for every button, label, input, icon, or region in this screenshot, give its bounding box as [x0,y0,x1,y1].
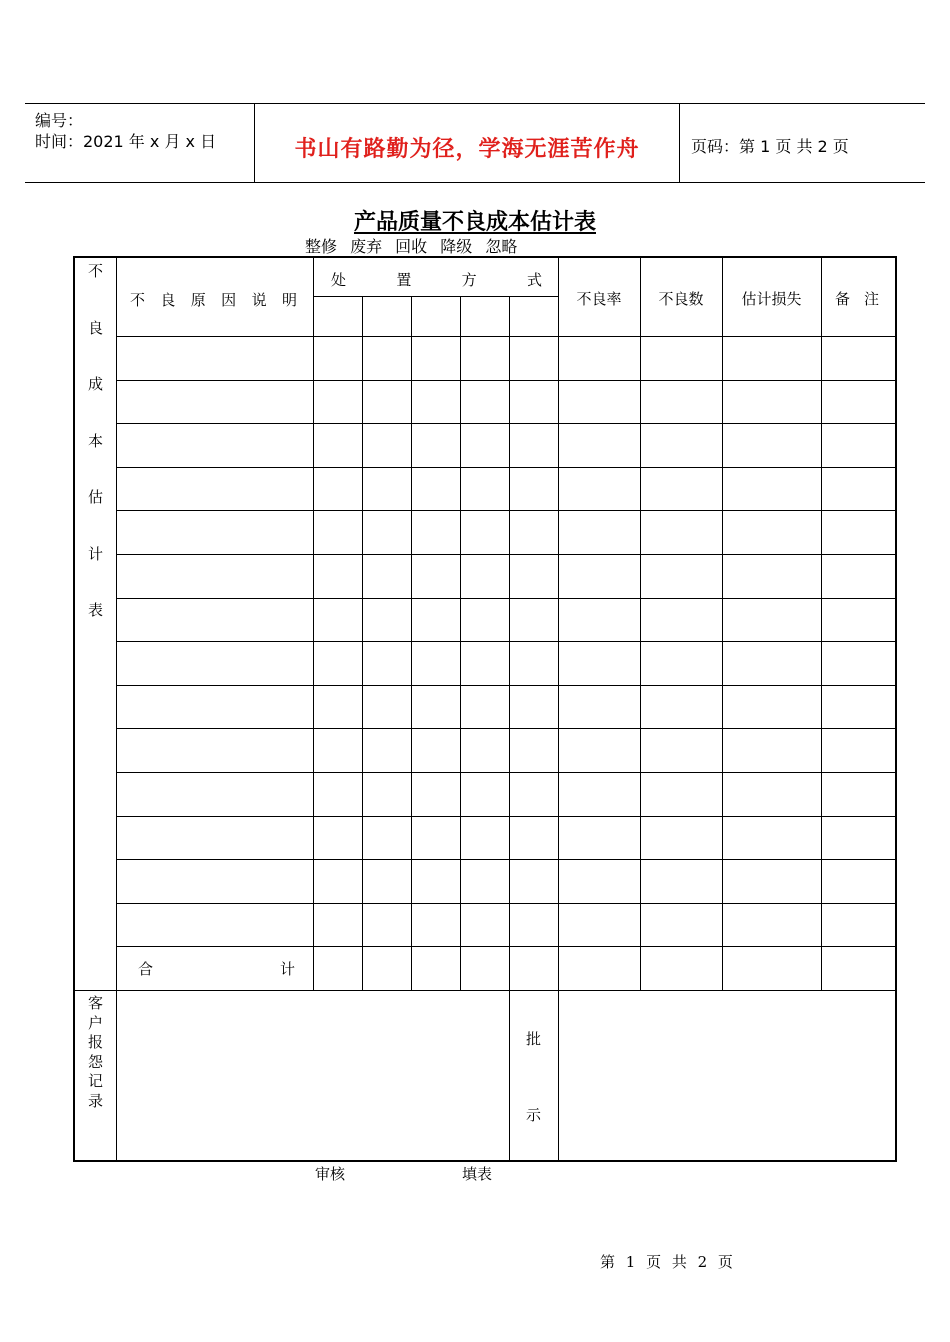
disposal-header-char: 置 [396,271,412,289]
loss-header: 估计损失 [741,290,802,308]
approve-label-char: 批 [526,1030,542,1049]
disposal-header-char: 方 [461,271,477,289]
table-row-line [116,685,895,686]
table-row-line [116,423,895,424]
table-border-right [895,256,897,1162]
disposal-header-char: 处 [331,271,347,289]
cause-header-char: 明 [281,291,297,309]
table-border-left [73,256,75,1160]
form-title-text: 产品质量不良成本估计表 [353,210,596,235]
complaint-label-char: 户 [88,1013,104,1032]
table-row-line [116,467,895,468]
table-row-line [116,510,895,511]
disposal-header-char: 式 [526,271,542,289]
column-line [722,256,723,990]
form-subtitle: 整修 废弃 回收 降级 忽略 [305,237,518,256]
table-row-line [116,598,895,599]
fill-label: 填表 [462,1165,493,1183]
side-label-char: 良 [88,318,104,337]
cause-header-char: 良 [160,291,176,309]
table-border-bottom [73,1160,895,1162]
remark-header-char: 注 [863,290,879,308]
column-line [313,256,314,990]
side-column-line [116,256,117,1160]
total-row-label [138,958,295,979]
total-label-char: 合 [138,960,154,979]
disposal-column-line [509,296,510,990]
side-label-char: 本 [88,431,104,450]
count-header: 不良数 [658,290,704,308]
table-row-line [116,380,895,381]
document-header [25,103,925,183]
table-row-line [116,728,895,729]
side-label-char: 计 [88,544,104,563]
rate-header: 不良率 [576,290,622,308]
table-row-line [116,554,895,555]
complaint-label-char: 录 [88,1091,104,1110]
cause-header-char: 说 [251,291,267,309]
header-bottom-line [116,336,895,337]
side-label-char: 成 [88,375,104,393]
number-label: 编号： [35,111,84,130]
page-footer: 第 1 页 共 2 页 [600,1253,733,1271]
side-label-char: 不 [88,262,104,280]
remark-header-char: 备 [835,290,851,308]
approve-label-char: 示 [526,1106,542,1125]
complaint-label-char: 记 [88,1072,104,1091]
column-line [558,256,559,990]
remark-header [835,288,879,309]
review-label: 审核 [315,1165,346,1183]
cause-header-char: 因 [221,291,237,309]
disposal-column-line [411,296,412,990]
table-border-top [73,256,895,258]
table-row-line [116,641,895,642]
cause-header [130,289,297,310]
column-line [821,256,822,990]
approve-left-line [509,990,510,1160]
form-title [0,205,950,236]
table-row-line [116,772,895,773]
table-row-line [116,816,895,817]
side-label-char: 估 [88,488,104,506]
header-meta [35,110,216,152]
header-page-info: 页码：第 1 页 共 2 页 [691,137,849,156]
disposal-column-line [460,296,461,990]
complaint-label-char: 怨 [88,1052,104,1071]
table-row-line [116,903,895,904]
total-row-bottom-line [73,990,895,991]
complaint-label-char: 报 [88,1033,104,1052]
approve-right-line [558,990,559,1160]
header-motto: 书山有路勤为径，学海无涯苦作舟 [294,137,640,162]
column-line [640,256,641,990]
cause-header-char: 不 [130,291,146,309]
table-row-line [116,859,895,860]
total-label-char: 计 [279,960,295,979]
disposal-column-line [362,296,363,990]
table-row-line [116,946,895,947]
time-label: 时间：2021 年 x 月 x 日 [35,132,217,151]
disposal-header-line [313,296,558,297]
complaint-label-char: 客 [88,994,104,1013]
side-label-char: 表 [88,601,104,619]
cause-header-char: 原 [190,291,206,309]
disposal-header [331,269,542,290]
